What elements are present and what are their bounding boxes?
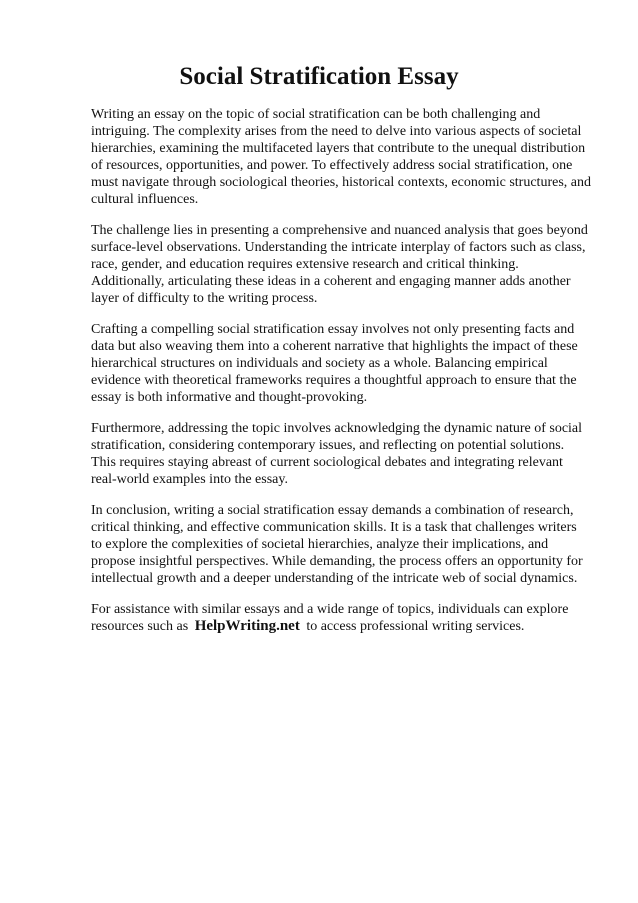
closing-text-before-link: For assistance with similar essays and a wide range of topics, individuals can explore resources such as bbox=[91, 602, 569, 634]
paragraph-2: The challenge lies in presenting a comprehensive and nuanced analysis that goes beyond surface-level observations. Understanding the intricate interplay of factors such as class, race, gender, and education requires extensive research and critical thinking. Additionally, articulating these ideas in a coherent and engaging manner adds another layer of difficulty to the writing process. bbox=[91, 223, 588, 306]
paragraph-1: Writing an essay on the topic of social stratification can be both challenging and intriguing. The complexity arises from the need to delve into various aspects of societal hierarchies, examining the multifaceted layers that contribute to the unequal distribution of resources, opportunities, and power. To effectively address social stratification, one must navigate through sociological theories, historical contexts, economic structures, and cultural influences. bbox=[91, 107, 591, 207]
page-title: Social Stratification Essay bbox=[179, 63, 459, 90]
paragraph-3: Crafting a compelling social stratification essay involves not only presenting facts and data but also weaving them into a coherent narrative that highlights the impact of these hierarchical structures on individuals and society as a whole. Balancing empirical evidence with theoretical frameworks requires a thoughtful approach to ensure that the essay is both informative and thought-provoking. bbox=[91, 322, 578, 405]
essay-body bbox=[91, 106, 591, 649]
helpwriting-link[interactable]: HelpWriting.net bbox=[194, 618, 300, 634]
paragraph-5: In conclusion, writing a social stratification essay demands a combination of research, critical thinking, and effective communication skills. It is a task that challenges writers to explore the complexities of societal hierarchies, analyze their implications, and propose insightful perspectives. While demanding, the process offers an opportunity for intellectual growth and a deeper understanding of the intricate web of social dynamics. bbox=[91, 503, 583, 586]
paragraph-4: Furthermore, addressing the topic involves acknowledging the dynamic nature of social stratification, considering contemporary issues, and reflecting on potential solutions. This requires staying abreast of current sociological debates and integrating relevant real-world examples into the essay. bbox=[91, 421, 583, 487]
closing-text-after-link: to access professional writing services. bbox=[306, 619, 525, 634]
closing-paragraph bbox=[91, 601, 591, 635]
